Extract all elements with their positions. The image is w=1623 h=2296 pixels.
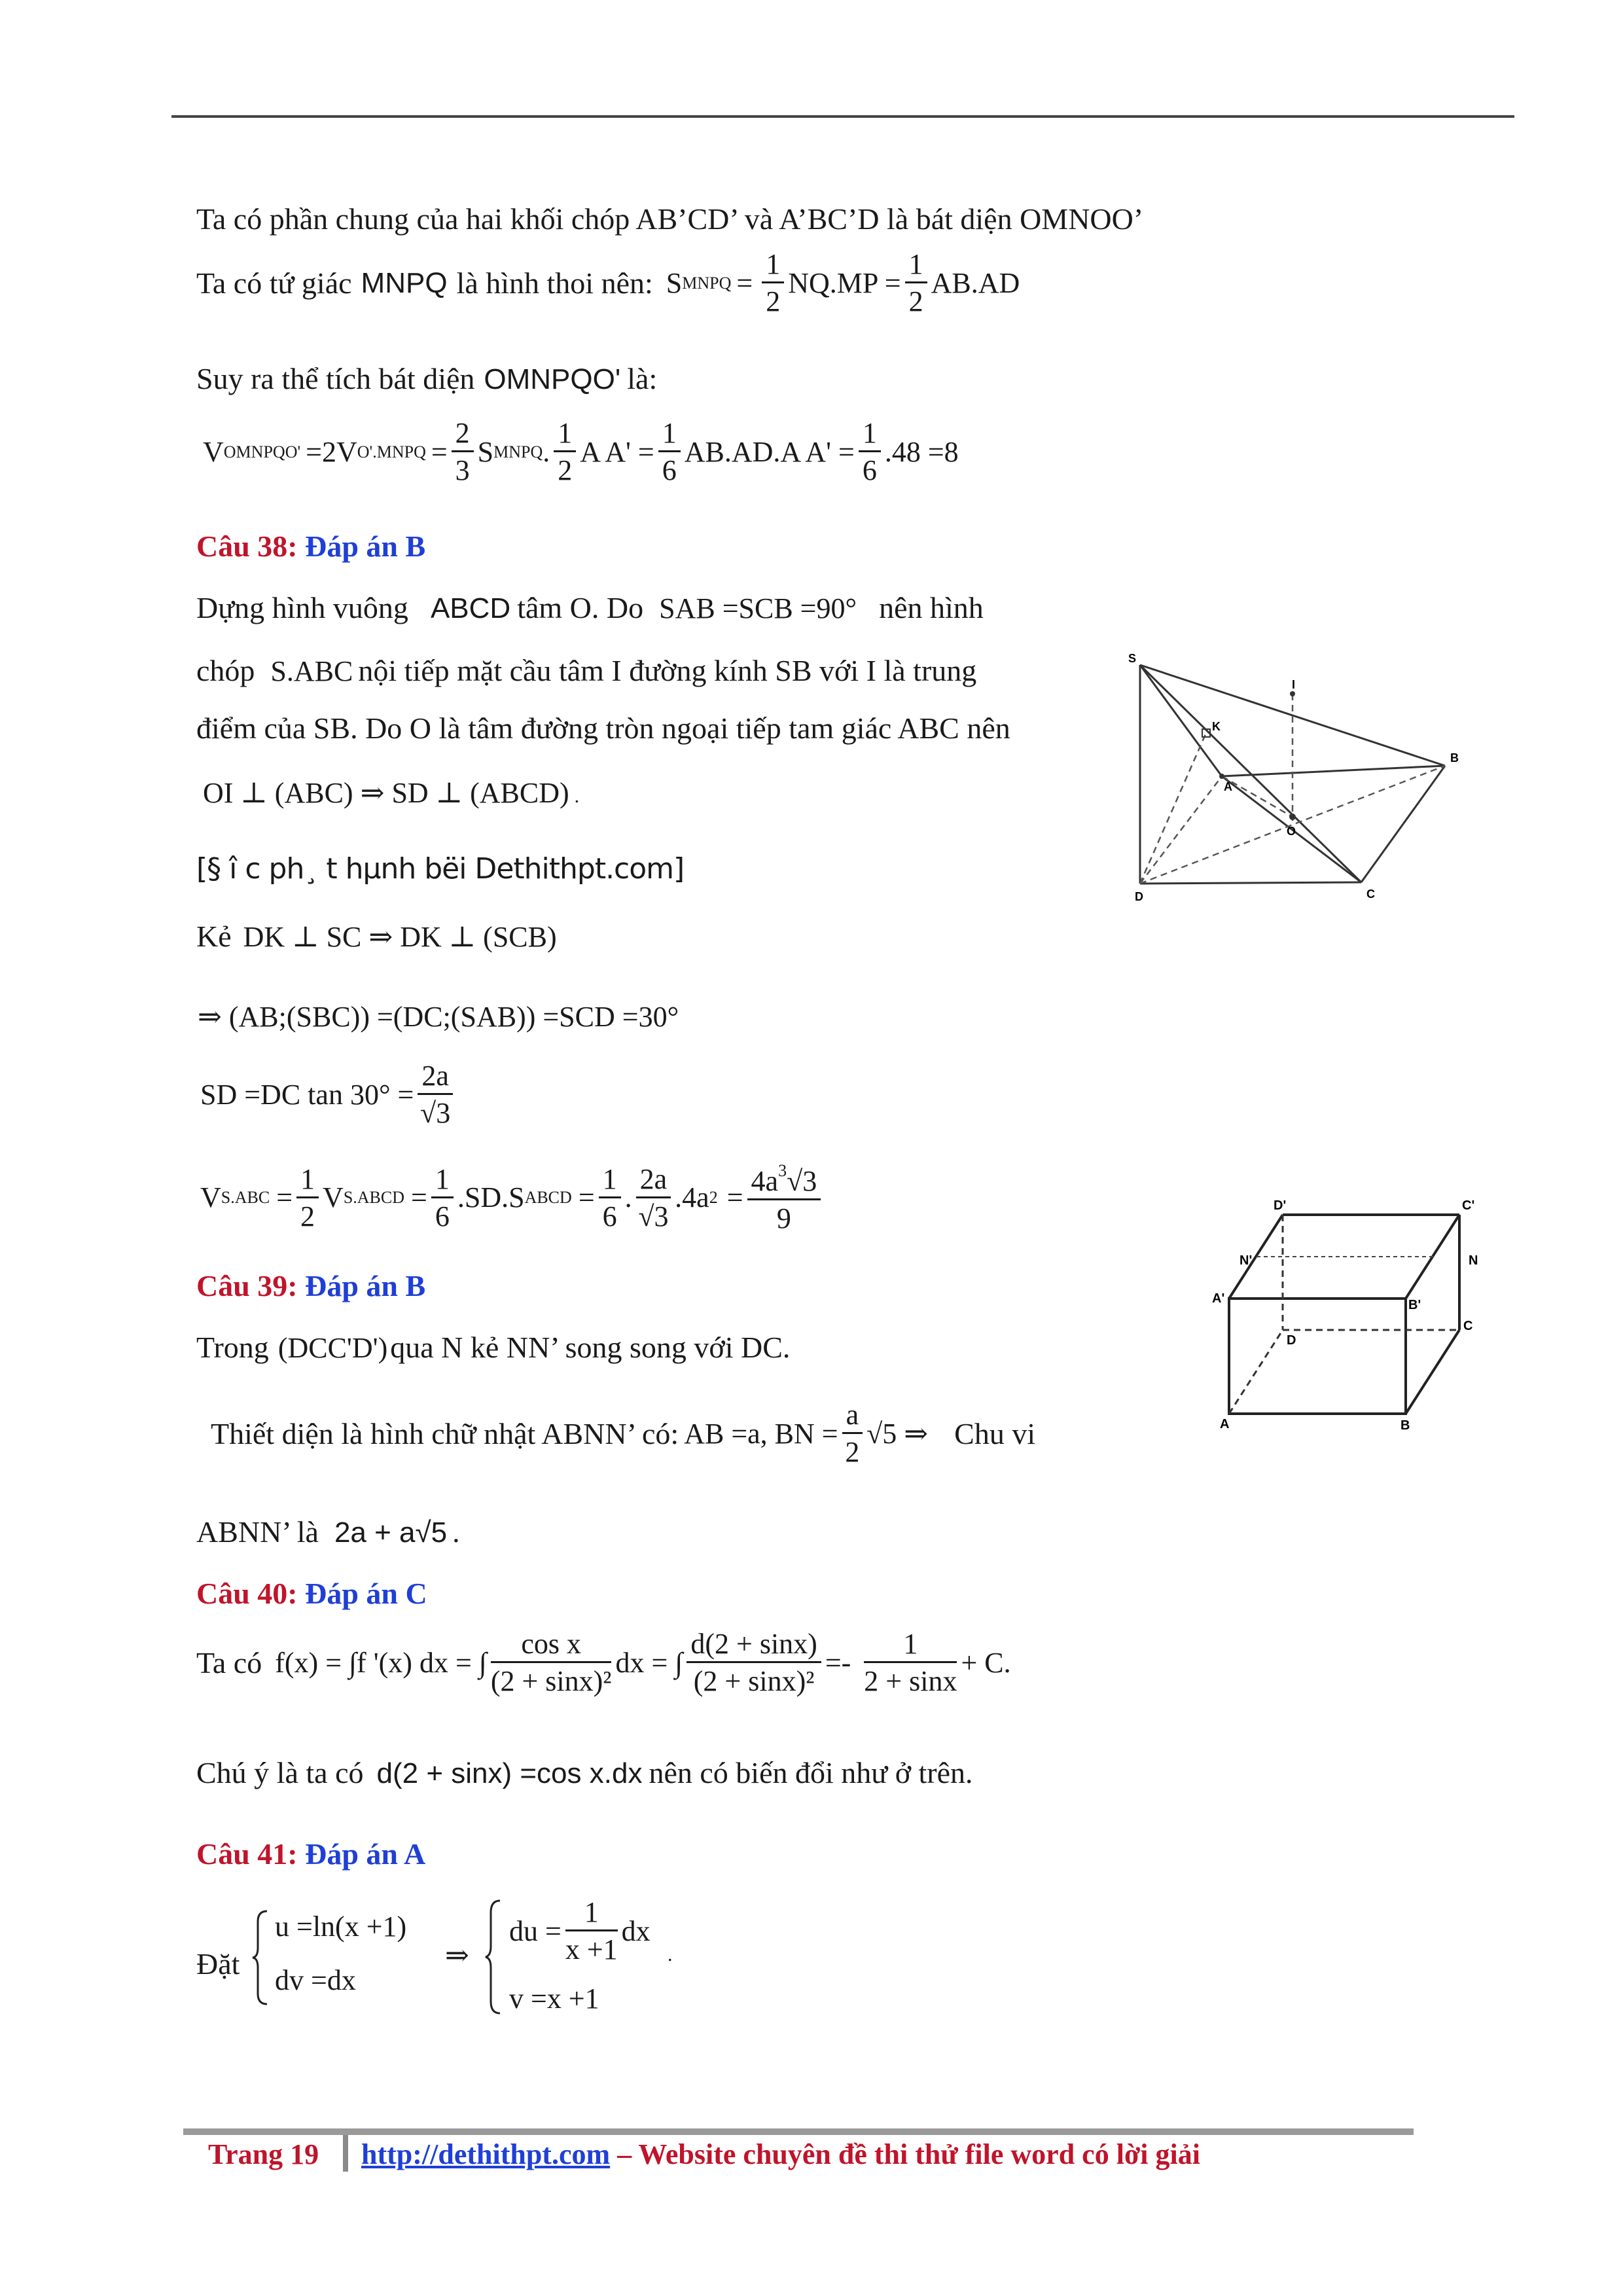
denominator: 2 + sinx xyxy=(864,1665,957,1697)
math-angles: SAB =SCB =90° xyxy=(659,592,857,624)
label-C: C xyxy=(1366,888,1375,901)
q39-heading xyxy=(196,1268,425,1303)
header-rule xyxy=(171,115,1514,118)
denominator: 6 xyxy=(862,454,877,486)
denominator: √3 xyxy=(420,1097,451,1129)
q41-u-def: u =ln(x +1) xyxy=(275,1910,407,1943)
fraction xyxy=(554,419,576,485)
q38-line6: ⇒ (AB;(SBC)) =(DC;(SAB)) =SCD =30° xyxy=(198,1001,679,1033)
label-A: A xyxy=(1224,780,1232,793)
text: Dựng hình vuông xyxy=(196,591,408,624)
math-text: .SD.S xyxy=(457,1181,525,1213)
edge-SC xyxy=(1140,665,1361,882)
q39-line1 xyxy=(196,1333,790,1363)
text: Ta có xyxy=(196,1645,262,1679)
math-eq: = xyxy=(578,1181,595,1213)
fraction xyxy=(747,1162,821,1233)
label-B': B' xyxy=(1408,1298,1421,1312)
numerator: cos x xyxy=(491,1630,612,1663)
math-S: S xyxy=(477,435,494,468)
fraction xyxy=(636,1162,671,1232)
math-text: =2V xyxy=(306,435,357,468)
q41-lead: Đặt xyxy=(196,1947,240,1981)
q38-line4 xyxy=(203,779,579,808)
math-text: AB =a, BN = xyxy=(684,1417,838,1450)
pyramid-figure xyxy=(1120,609,1500,910)
math-eq: = xyxy=(726,1181,743,1213)
label-A': A' xyxy=(1212,1291,1225,1306)
math-text: NQ.MP = xyxy=(788,266,901,299)
math-text: d(2 + sinx) =cos x.dx xyxy=(376,1757,643,1789)
label-A: A xyxy=(1220,1417,1230,1431)
q40-heading xyxy=(196,1576,427,1611)
denominator: 6 xyxy=(435,1200,450,1232)
q41-du-def xyxy=(509,1898,651,1964)
fraction xyxy=(599,1162,621,1232)
numerator: 1 xyxy=(296,1165,319,1198)
fraction xyxy=(565,1898,618,1964)
math-text: 2a + a√5 xyxy=(334,1516,448,1549)
math-sub: MNPQ xyxy=(682,273,732,293)
volume-formula xyxy=(203,419,959,485)
math-text: =- xyxy=(825,1646,851,1679)
math-text: OI ⊥ (ABC) ⇒ SD ⊥ (ABCD) xyxy=(203,777,569,809)
math-text: + C. xyxy=(961,1646,1011,1679)
edge-BC xyxy=(1406,1330,1459,1414)
fraction xyxy=(842,1401,863,1467)
denominator: (2 + sinx)² xyxy=(490,1665,612,1697)
edge-SA xyxy=(1140,665,1222,776)
math-text: ABCD xyxy=(430,592,511,624)
footer-rule xyxy=(183,2128,1414,2135)
answer-label: Đáp án C xyxy=(305,1577,427,1610)
numerator: 1 xyxy=(864,1630,957,1663)
math-dot: . xyxy=(624,1181,632,1213)
denominator: 2 xyxy=(766,285,781,317)
q38-heading xyxy=(196,529,425,564)
rhombus-area-line xyxy=(196,250,1020,316)
edge-DC xyxy=(1140,882,1361,884)
text: Thiết diện là hình chữ nhật ABNN’ có: xyxy=(211,1416,679,1450)
text: qua N kẻ NN’ song song với DC. xyxy=(390,1331,791,1364)
question-label: Câu 40: xyxy=(196,1577,298,1610)
math-text: f(x) = ∫f '(x) dx = ∫ xyxy=(275,1646,487,1679)
num-sup: 3 xyxy=(778,1161,787,1180)
numerator: 1 xyxy=(905,250,927,283)
edge-CB xyxy=(1361,766,1445,882)
fraction xyxy=(296,1162,319,1232)
numerator: 1 xyxy=(554,419,576,452)
fraction xyxy=(687,1630,821,1696)
dash-DK xyxy=(1140,734,1205,884)
math-sub: O'.MNPQ xyxy=(357,442,426,461)
quad-name: MNPQ xyxy=(361,266,448,299)
denominator: x +1 xyxy=(565,1933,618,1965)
text: Trong xyxy=(196,1331,269,1364)
text: chóp xyxy=(196,654,255,687)
garbled-watermark-text: [§ î c ph¸ t hµnh bëi Dethithpt.com] xyxy=(196,852,685,886)
numerator: 1 xyxy=(565,1898,618,1931)
math-text: SD =DC tan 30° = xyxy=(200,1078,414,1111)
fraction xyxy=(418,1062,453,1128)
math-text: S.ABC xyxy=(270,655,353,687)
math-sub: MNPQ xyxy=(493,442,543,461)
q38-line8 xyxy=(200,1162,825,1233)
fraction xyxy=(864,1630,957,1696)
math-text: A A' = xyxy=(580,435,654,468)
numerator: 2a xyxy=(636,1165,671,1198)
text: nên hình xyxy=(879,591,984,624)
denominator: √3 xyxy=(638,1200,669,1232)
denominator: 2 xyxy=(845,1436,860,1468)
fraction xyxy=(762,250,784,316)
q39-line3 xyxy=(196,1517,460,1547)
numerator: 1 xyxy=(599,1165,621,1198)
numerator: 2 xyxy=(452,419,474,452)
answer-label: Đáp án B xyxy=(305,529,426,563)
denominator: 2 xyxy=(300,1200,315,1232)
answer-label: Đáp án A xyxy=(305,1837,426,1871)
label-O: O xyxy=(1287,825,1296,838)
right-system-brace-icon xyxy=(484,1898,504,2016)
question-label: Câu 41: xyxy=(196,1837,298,1871)
footer-tagline: – Website chuyên đề thi thử file word có lời giải xyxy=(617,2138,1200,2170)
footer-separator xyxy=(343,2135,348,2172)
dash-AO xyxy=(1222,776,1293,817)
text: Kẻ xyxy=(196,920,232,953)
math-sub: S.ABC xyxy=(221,1188,270,1207)
fraction xyxy=(431,1162,454,1232)
math-S: S xyxy=(666,266,683,299)
front-face xyxy=(1229,1299,1406,1414)
math-text: dx xyxy=(621,1914,651,1947)
label-S: S xyxy=(1128,652,1137,665)
q38-line3: điểm của SB. Do O là tâm đường tròn ngoại tiếp tam giác ABC nên xyxy=(196,711,1010,745)
answer-label: Đáp án B xyxy=(305,1269,426,1302)
fraction xyxy=(491,1630,612,1696)
intro-line: Ta có phần chung của hai khối chóp AB’CD’ và A’BC’D là bát diện OMNOO’ xyxy=(196,202,1144,236)
denominator: 2 xyxy=(908,285,923,317)
math-text: AB.AD xyxy=(931,266,1020,299)
q40-line2 xyxy=(196,1758,973,1788)
math-text: AB.AD.A A' = xyxy=(684,435,855,468)
text: Suy ra thể tích bát diện xyxy=(196,362,475,395)
fraction xyxy=(658,419,681,485)
label-I: I xyxy=(1292,678,1296,691)
label-K: K xyxy=(1212,720,1221,733)
label-B: B xyxy=(1450,751,1459,764)
math-V: V xyxy=(200,1181,221,1213)
math-text: (DCC'D') xyxy=(277,1332,388,1364)
q39-line2 xyxy=(211,1401,1035,1467)
q41-heading xyxy=(196,1837,425,1871)
math-dot: . xyxy=(574,785,580,807)
math-text: √5 ⇒ xyxy=(866,1417,929,1450)
label-B: B xyxy=(1400,1418,1410,1433)
math-eq: = xyxy=(431,435,448,468)
text: Chu vi xyxy=(954,1416,1036,1450)
footer-link[interactable]: http://dethithpt.com xyxy=(361,2138,611,2170)
math-V: V xyxy=(203,435,224,468)
math-sub: ABCD xyxy=(524,1188,572,1207)
math-sup: 2 xyxy=(709,1188,718,1207)
box-figure xyxy=(1211,1193,1492,1435)
footer-page-label: Trang 19 xyxy=(208,2138,319,2170)
math-eq: = xyxy=(411,1181,427,1213)
text: Chú ý là ta có xyxy=(196,1756,364,1789)
q41-dv-def: dv =dx xyxy=(275,1964,356,1996)
text: ABNN’ là xyxy=(196,1515,319,1549)
math-text: DK ⊥ SC ⇒ DK ⊥ (SCB) xyxy=(243,921,557,953)
q38-line5 xyxy=(196,922,557,952)
math-text: du = xyxy=(509,1914,562,1947)
q41-v-def: v =x +1 xyxy=(509,1982,599,2015)
text: tâm O. Do xyxy=(517,591,644,624)
math-eq: = xyxy=(276,1181,293,1213)
octahedron-line xyxy=(196,364,657,394)
text: Ta có tứ giác xyxy=(196,266,352,300)
label-C: C xyxy=(1463,1319,1473,1333)
fraction xyxy=(905,250,927,316)
text: là: xyxy=(627,362,658,395)
denominator: 3 xyxy=(455,454,470,486)
left-brace-icon xyxy=(251,1909,271,2007)
numerator: a xyxy=(842,1401,863,1434)
point-O xyxy=(1289,814,1296,820)
math-text: dx = ∫ xyxy=(615,1646,683,1679)
label-D': D' xyxy=(1274,1198,1287,1213)
q41-dot: . xyxy=(668,1944,673,1965)
math-sub: OMNPQO' xyxy=(223,442,301,461)
point-I xyxy=(1290,691,1295,696)
question-label: Câu 39: xyxy=(196,1269,298,1302)
text: nên có biến đổi như ở trên. xyxy=(649,1756,973,1789)
q38-line1 xyxy=(196,593,984,623)
numerator: 1 xyxy=(658,419,681,452)
edge-AB xyxy=(1222,766,1445,776)
denominator: 6 xyxy=(662,454,677,486)
numerator: 1 xyxy=(762,250,784,283)
q38-line2 xyxy=(196,656,976,686)
numerator: 1 xyxy=(859,419,881,452)
num-part: 4a xyxy=(751,1165,779,1197)
text: nội tiếp mặt cầu tâm I đường kính SB với I là trung xyxy=(358,654,977,687)
octahedron-name: OMNPQO' xyxy=(484,363,621,395)
numerator xyxy=(747,1162,821,1200)
fraction xyxy=(859,419,881,485)
math-text: .4a xyxy=(675,1181,709,1213)
label-N': N' xyxy=(1240,1253,1253,1268)
math-text: .48 =8 xyxy=(884,435,959,468)
denominator: 2 xyxy=(558,454,573,486)
label-D: D xyxy=(1287,1333,1296,1348)
math-dot: . xyxy=(543,435,550,468)
math-V: V xyxy=(323,1181,344,1213)
math-sub: S.ABCD xyxy=(343,1188,405,1207)
q40-line1 xyxy=(196,1630,1011,1696)
numerator: 2a xyxy=(418,1062,453,1095)
math-dot: . xyxy=(452,1515,460,1549)
num-root: √3 xyxy=(787,1165,817,1197)
text: là hình thoi nên: xyxy=(456,266,653,300)
denominator: 6 xyxy=(602,1200,617,1232)
footer-line xyxy=(361,2138,1200,2171)
label-N: N xyxy=(1469,1253,1478,1268)
numerator: d(2 + sinx) xyxy=(687,1630,821,1663)
q41-arrow: ⇒ xyxy=(445,1939,469,1971)
numerator: 1 xyxy=(431,1165,454,1198)
point-A xyxy=(1219,774,1224,779)
label-C': C' xyxy=(1462,1198,1475,1213)
hidden-AD xyxy=(1229,1330,1283,1414)
fraction xyxy=(452,419,474,485)
q38-line7 xyxy=(200,1062,457,1128)
question-label: Câu 38: xyxy=(196,529,298,563)
math-eq: = xyxy=(736,266,753,299)
dash-DA xyxy=(1140,776,1222,884)
label-D: D xyxy=(1135,890,1143,903)
denominator: (2 + sinx)² xyxy=(693,1665,815,1697)
denominator: 9 xyxy=(776,1202,791,1234)
